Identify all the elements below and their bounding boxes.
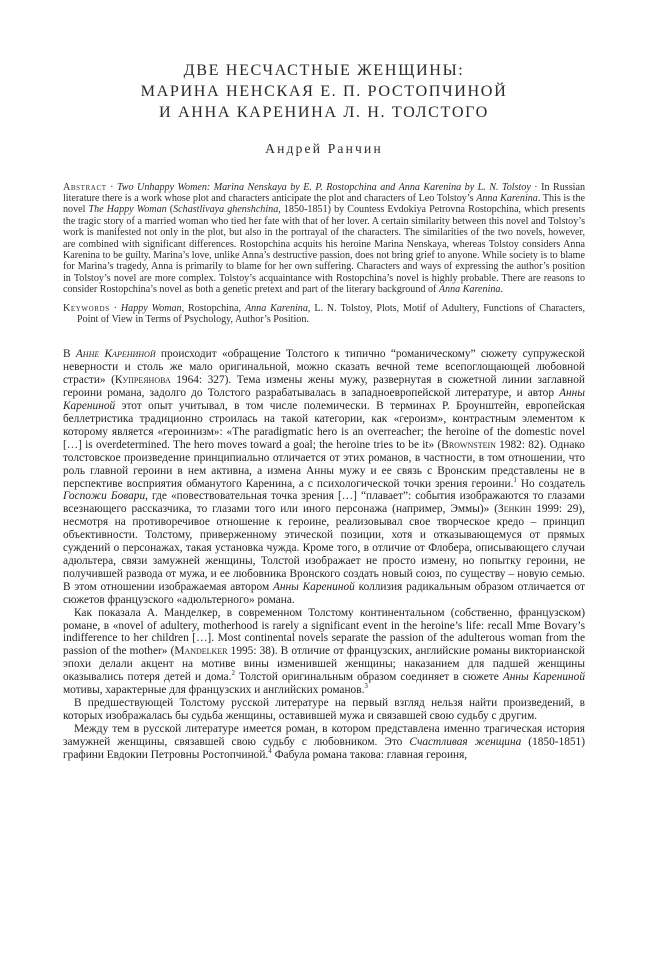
text-run: Между тем в русской литературе имеется роман, в котором представлена именно трагическая история замужней женщины, связавшей свою судьбу с любовником. Это [63,722,585,748]
page [0,60,650,979]
separator: · [106,181,117,193]
work-title: Анне Карениной [75,348,156,361]
text-run: (1850-1851) графини Евдокии Петровны Ростопчиной. [63,735,585,761]
footnote-ref[interactable]: 1 [513,475,517,484]
text-run: , где «повествовательная точка зрения […] “плавает”: события изображаются то глазами всезнающего рассказчика, то глазами того или иного персонажа (например, Эммы)» ( [63,490,585,516]
title-line: МАРИНА НЕНСКАЯ Е. П. РОСТОПЧИНОЙ [140,82,508,101]
text-run: 1999: 29), несмотря на противоречивое отношение к героине, реализовывал свое творческое кредо – принцип объективности. Толстому, приверженному этической позиции, хотя и отказывающемуся от прямых суждений о персонажах, такая установка чужда. Кроме того, в отличие от Флобера, описывающего случаи адюльтера, связи замужней женщины, Толстой изображает не просто измену, но попытку героини, не получившей развода от мужа, и ее любовника Вронского создать новый союз, по существу – новую семью. В этом отношении изображаемая автором [63,503,585,593]
text-run: В [63,348,76,361]
text-run: этот опыт учитывал, в том числе полемически. В терминах Р. Броунштейн, европейская беллетристика традиционно строилась на такой категории, как «героизм», контрастным элементом к которому является «героинизм»: «The paradigmatic hero is an overreacher; the heroine of the domestic novel […] is overdetermined. The hero moves toward a goal; the heroine tries to be it» ( [63,400,585,451]
separator: · [109,302,121,314]
work-title: Анны Карениной [63,387,585,413]
text-run: Толстой оригинальным образом соединяет в сюжете [234,671,503,684]
text-run: 1995: 38). В отличие от французских, английские романы викторианской эпохи делали акцент на мотиве вины изменившей женщины; наказанием для падшей женщины оказывались потеря детей и дома. [63,645,585,684]
paragraph [63,348,585,606]
abstract-text: · In Russian literature there is a work whose plot and characters anticipate the plot and characters of Leo Tolstoy’s [63,181,585,205]
work-title: Анны Карениной [502,671,586,684]
work-title: Anna Karenina [438,284,501,296]
work-title: Анны Карениной [272,580,355,593]
citation-author: Зенкин [498,503,532,516]
paragraph [63,607,585,697]
text-run: коллизия радикальным образом отличается от сюжетов французского «адюльтерного» романа. [63,580,585,606]
footnote-ref[interactable]: 4 [268,746,272,755]
text-run: Фабула романа такова: главная героиня, [271,748,468,761]
text-run: 1964: 327). Тема измены жены мужу, развернутая в сюжетной линии заглавной героини романа, задолго до Толстого разрабатывалась в западноевропейской литературе, и автор [63,374,585,400]
abstract-label: Abstract [63,181,107,193]
text-run: мотивы, характерные для французских и английских романов. [63,684,365,697]
work-title: Anna Karenina [476,193,538,205]
keywords-label: Keywords [63,302,110,314]
text-run: Как показала А. Манделкер, в современном Толстому континентальном (собственно, французском) романе, в «novel of adultery, motherhood is rarely a significant event in the heroine’s life: recall Mme Bovary’s indifference to her children […]. Most continental novels separate the passion of the adulterous woman from the passion of the mother» ( [63,606,585,658]
work-title: The Happy Woman [88,204,167,216]
text-run: происходит «обращение Толстого к типично “романическому” сюжету супружеской неверности и столь же мало оригинальной, можно сказать вечной теме всепоглощающей любовной страсти» ( [63,348,585,387]
title-line: И АННА КАРЕНИНА Л. Н. ТОЛСТОГО [159,103,489,122]
keyword: Happy Woman [120,302,182,314]
citation-author: Mandelker [174,645,228,658]
author-name: Андрей Ранчин [265,140,383,156]
footnote-ref[interactable]: 3 [364,682,368,691]
keyword: , L. N. Tolstoy, Plots, Motif of Adultery, Functions of Characters, Point of View in Terms of Psychology, Author’s Position. [77,302,585,326]
paragraph [63,723,585,762]
article-body [63,348,585,761]
work-title: Госпожи Бовари [63,490,146,503]
keyword: Anna Karenina [244,302,308,314]
keyword: , Rostopchina, [181,302,245,314]
keywords [63,303,585,326]
work-title: Счастливая женщина [409,735,522,748]
abstract [63,182,585,296]
text-run: Но создатель [516,477,585,490]
paragraph: В предшествующей Толстому русской литературе на первый взгляд нельзя найти произведений, в которых изображалась бы судьба женщины, оставившей мужа и связавшей свою судьбу с другим. [63,696,585,722]
abstract-text: , 1850-1851) by Countess Evdokiya Petrovna Rostopchina, which presents the tragic story of a married woman who tied her fate with that of her lover. A certain similarity between this novel and Tolstoy’s work is manifested not only in the plot, but also in the portrayal of the characters. The similarities of the two novels, however, are combined with significant differences. Rostopchina acquits his heroine Marina Nenskaya, whereas Tolstoy considers Anna Karenina to be guilty. Marina’s love, unlike Anna’s destructive passion, does not bring grief to anyone. While society is to blame for Marina’s tragedy, Anna is primarily to blame for her own suffering. Characters and ways of expressing the author’s position in Tolstoy’s novel are more complex. Tolstoy’s acquaintance with Rostopchina’s novel is highly probable. There are reasons to consider Rostopchina’s novel as both a genetic pretext and part of the literary background of [63,204,586,296]
text-run: 1982: 82). Однако толстовское произведение принципиально отличается от этих романов, в частности, в том отношении, что роль главной героини в нем активна, а измена Анны мужу и ее связь с Вронским представлены не в перспективе восприятия обманутого Каренина, а с психологической точки зрения героини. [63,438,585,490]
english-title: Two Unhappy Women: Marina Nenskaya by E. P. Rostopchina and Anna Karenina by L. N. Tolstoy [116,181,531,193]
title-line: ДВЕ НЕСЧАСТНЫЕ ЖЕНЩИНЫ: [183,61,465,79]
work-title: Schastlivaya ghenshchina [173,204,279,216]
abstract-text: . This is the novel [63,193,585,216]
abstract-text: . [500,284,503,296]
article-title [63,60,585,124]
citation-author: Купреянова [114,374,171,387]
citation-author: Brownstein [441,438,496,451]
footnote-ref[interactable]: 2 [231,669,235,678]
abstract-text: ( [166,204,174,216]
